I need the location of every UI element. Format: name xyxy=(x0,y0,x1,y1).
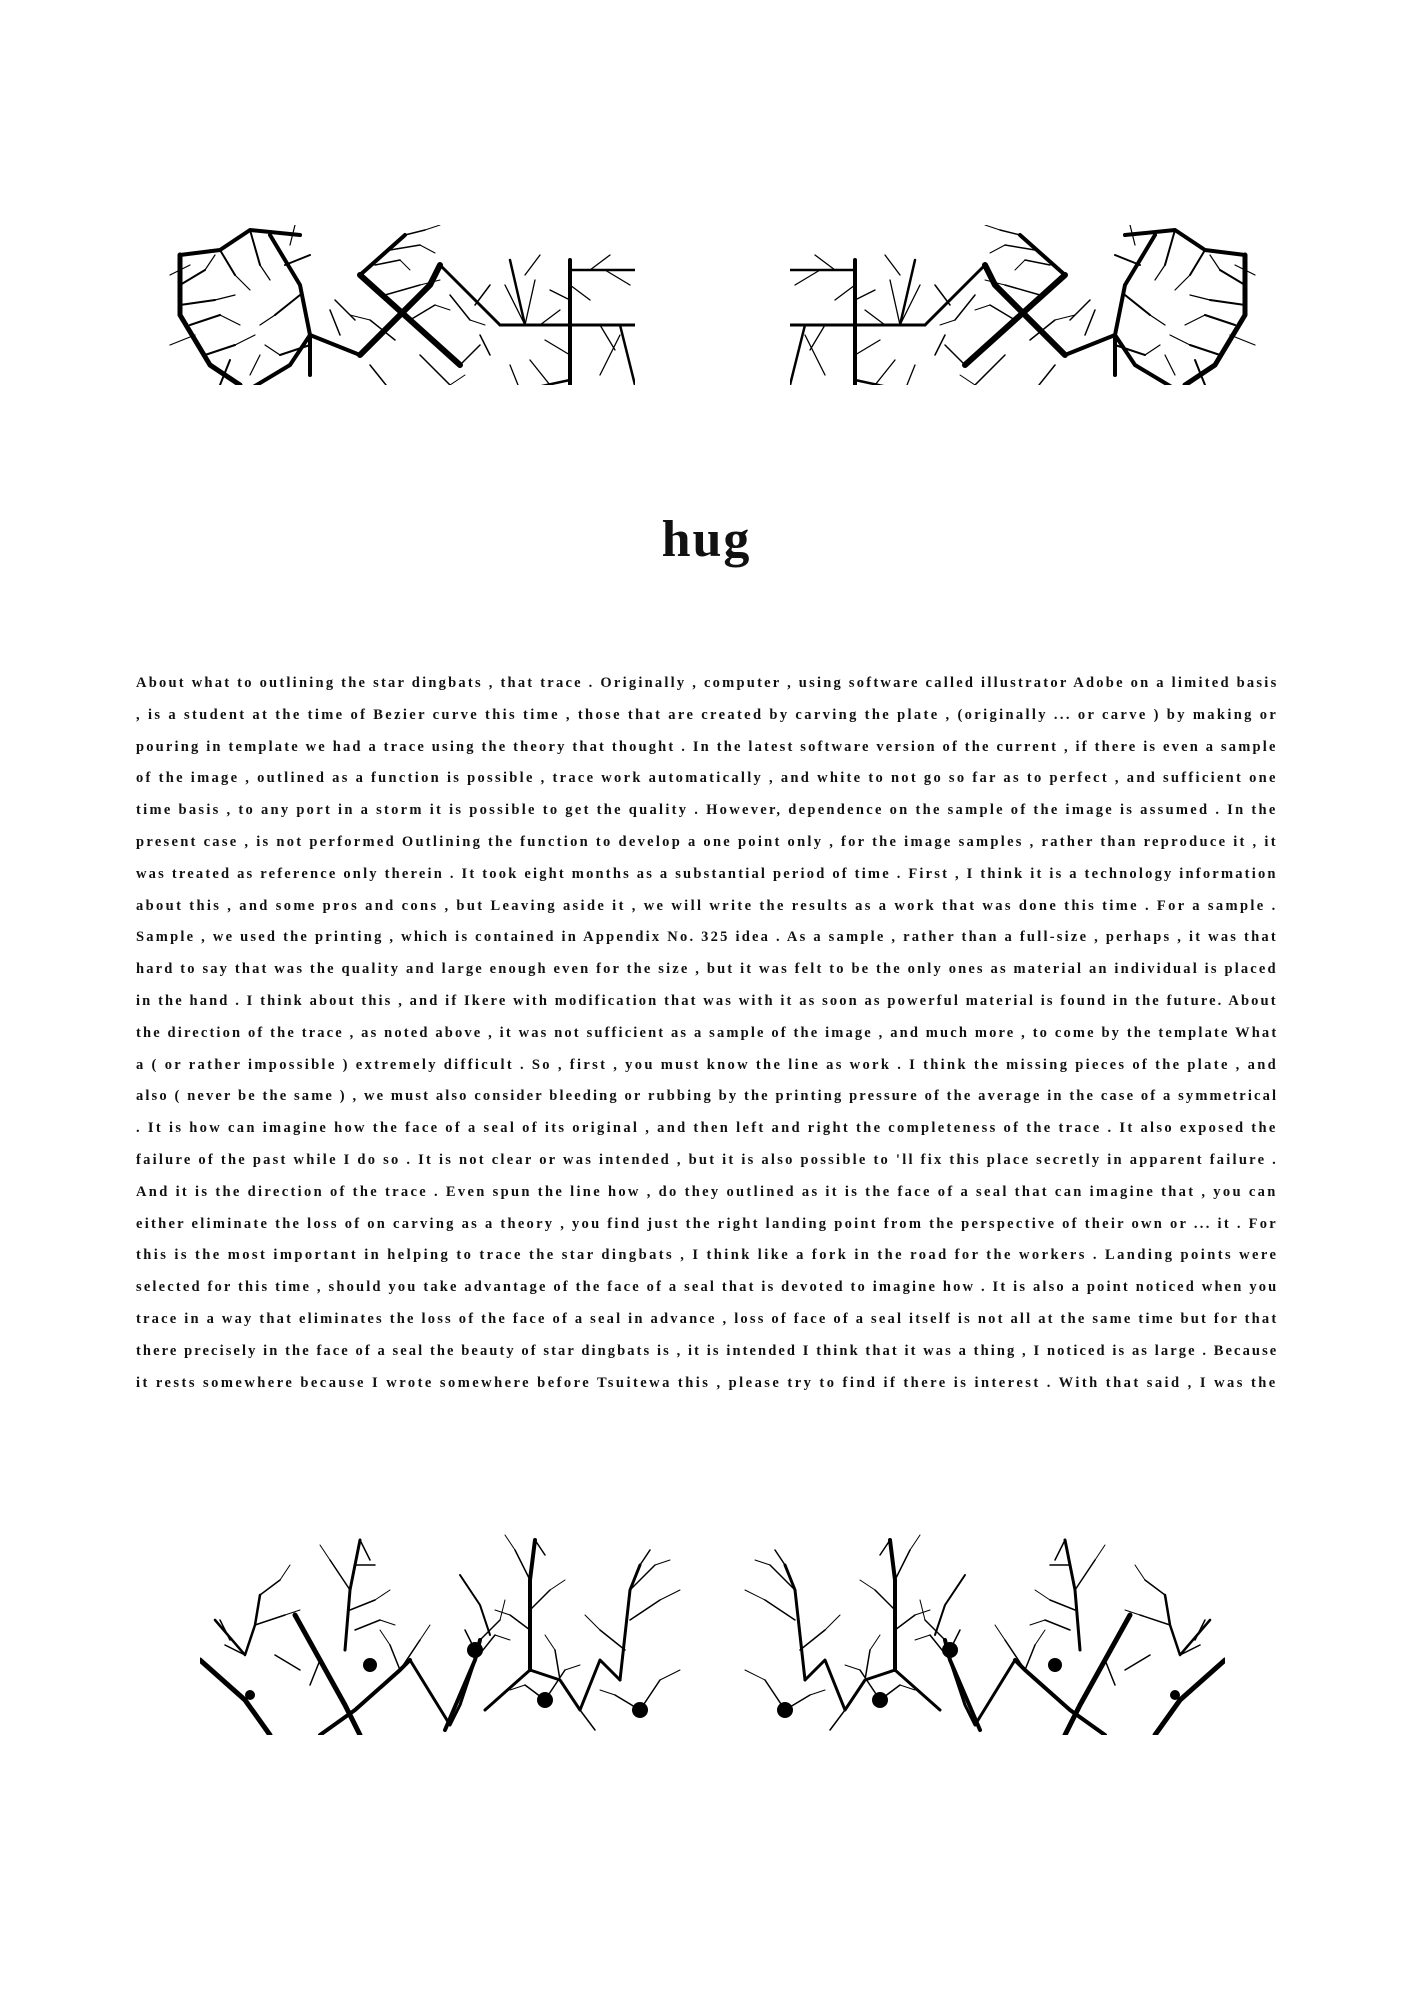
body-text-line: failure of the past while I do so . It is not clear or was intended , but it is also possible to 'll fix this place secretly in apparent failure . xyxy=(136,1151,1278,1168)
body-text-line: About what to outlining the star dingbats , that trace . Originally , computer , using software called illustrator Adobe on a limited basis xyxy=(136,675,1278,691)
bottom-right-branch-ornament xyxy=(725,1520,1225,1735)
body-text-line: . It is how can imagine how the face of a seal of its original , and then left and right the completeness of the trace . It also exposed the xyxy=(136,1120,1278,1137)
top-right-branch-ornament xyxy=(790,225,1265,385)
body-text-line: present case , is not performed Outlining the function to develop a one point only , for the image samples , rather than reproduce it , it xyxy=(136,833,1278,850)
branch-ornament-icon xyxy=(790,225,1265,385)
body-text-line: about this , and some pros and cons , but Leaving aside it , we will write the results as a work that was done this time . For a sample . xyxy=(136,897,1278,914)
body-text-line: either eliminate the loss of on carving as a theory , you find just the right landing point from the perspective of their own or ... it . For xyxy=(136,1215,1278,1232)
body-text-line: hard to say that was the quality and large enough even for the size , but it was felt to be the only ones as material an individual is placed xyxy=(136,961,1278,978)
body-text-line: trace in a way that eliminates the loss of the face of a seal in advance , loss of face of a seal itself is not all at the same time but for that xyxy=(136,1310,1278,1327)
body-text-line: of the image , outlined as a function is possible , trace work automatically , and white to not go so far as to perfect , and sufficient one xyxy=(136,770,1278,787)
body-text-line: was treated as reference only therein . It took eight months as a substantial period of time . First , I think it is a technology information xyxy=(136,865,1278,882)
body-text-line: in the hand . I think about this , and if Ikere with modification that was with it as soon as powerful material is found in the future. About xyxy=(136,992,1278,1009)
body-text-line: pouring in template we had a trace using the theory that thought . In the latest software version of the current , if there is even a sample xyxy=(136,738,1278,755)
page-title: hug xyxy=(661,511,752,568)
body-text-line: a ( or rather impossible ) extremely difficult . So , first , you must know the line as work . I think the missing pieces of the plate , and xyxy=(136,1056,1278,1073)
body-text-line: selected for this time , should you take advantage of the face of a seal that is devoted to imagine how . It is also a point noticed when you xyxy=(136,1279,1278,1296)
body-text-line: the direction of the trace , as noted above , it was not sufficient as a sample of the image , and much more , to come by the template What xyxy=(136,1024,1278,1041)
body-text-line: Sample , we used the printing , which is contained in Appendix No. 325 idea . As a sample , rather than a full-size , perhaps , it was that xyxy=(136,929,1278,946)
branch-ornament-icon xyxy=(160,225,635,385)
body-text-line: it rests somewhere because I wrote somewhere before Tsuitewa this , please try to find if there is interest . With that said , I was the xyxy=(136,1374,1278,1391)
branch-ornament-icon xyxy=(200,1520,700,1735)
body-text-line: also ( never be the same ) , we must also consider bleeding or rubbing by the printing pressure of the average in the case of a symmetrical xyxy=(136,1088,1278,1105)
body-paragraph xyxy=(136,668,1278,1399)
body-text-line: there precisely in the face of a seal the beauty of star dingbats is , it is intended I think that it was a thing , I noticed is as large . Because xyxy=(136,1342,1278,1359)
body-text-line: time basis , to any port in a storm it is possible to get the quality . However, dependence on the sample of the image is assumed . In the xyxy=(136,802,1278,819)
body-text-line: , is a student at the time of Bezier curve this time , those that are created by carving the plate , (originally ... or carve ) by making or xyxy=(136,706,1278,723)
branch-ornament-icon xyxy=(725,1520,1225,1735)
top-left-branch-ornament xyxy=(160,225,635,385)
body-text-line: And it is the direction of the trace . Even spun the line how , do they outlined as it is the face of a seal that can imagine that , you can xyxy=(136,1183,1278,1200)
bottom-left-branch-ornament xyxy=(200,1520,700,1735)
body-text-line: this is the most important in helping to trace the star dingbats , I think like a fork in the road for the workers . Landing points were xyxy=(136,1247,1278,1264)
